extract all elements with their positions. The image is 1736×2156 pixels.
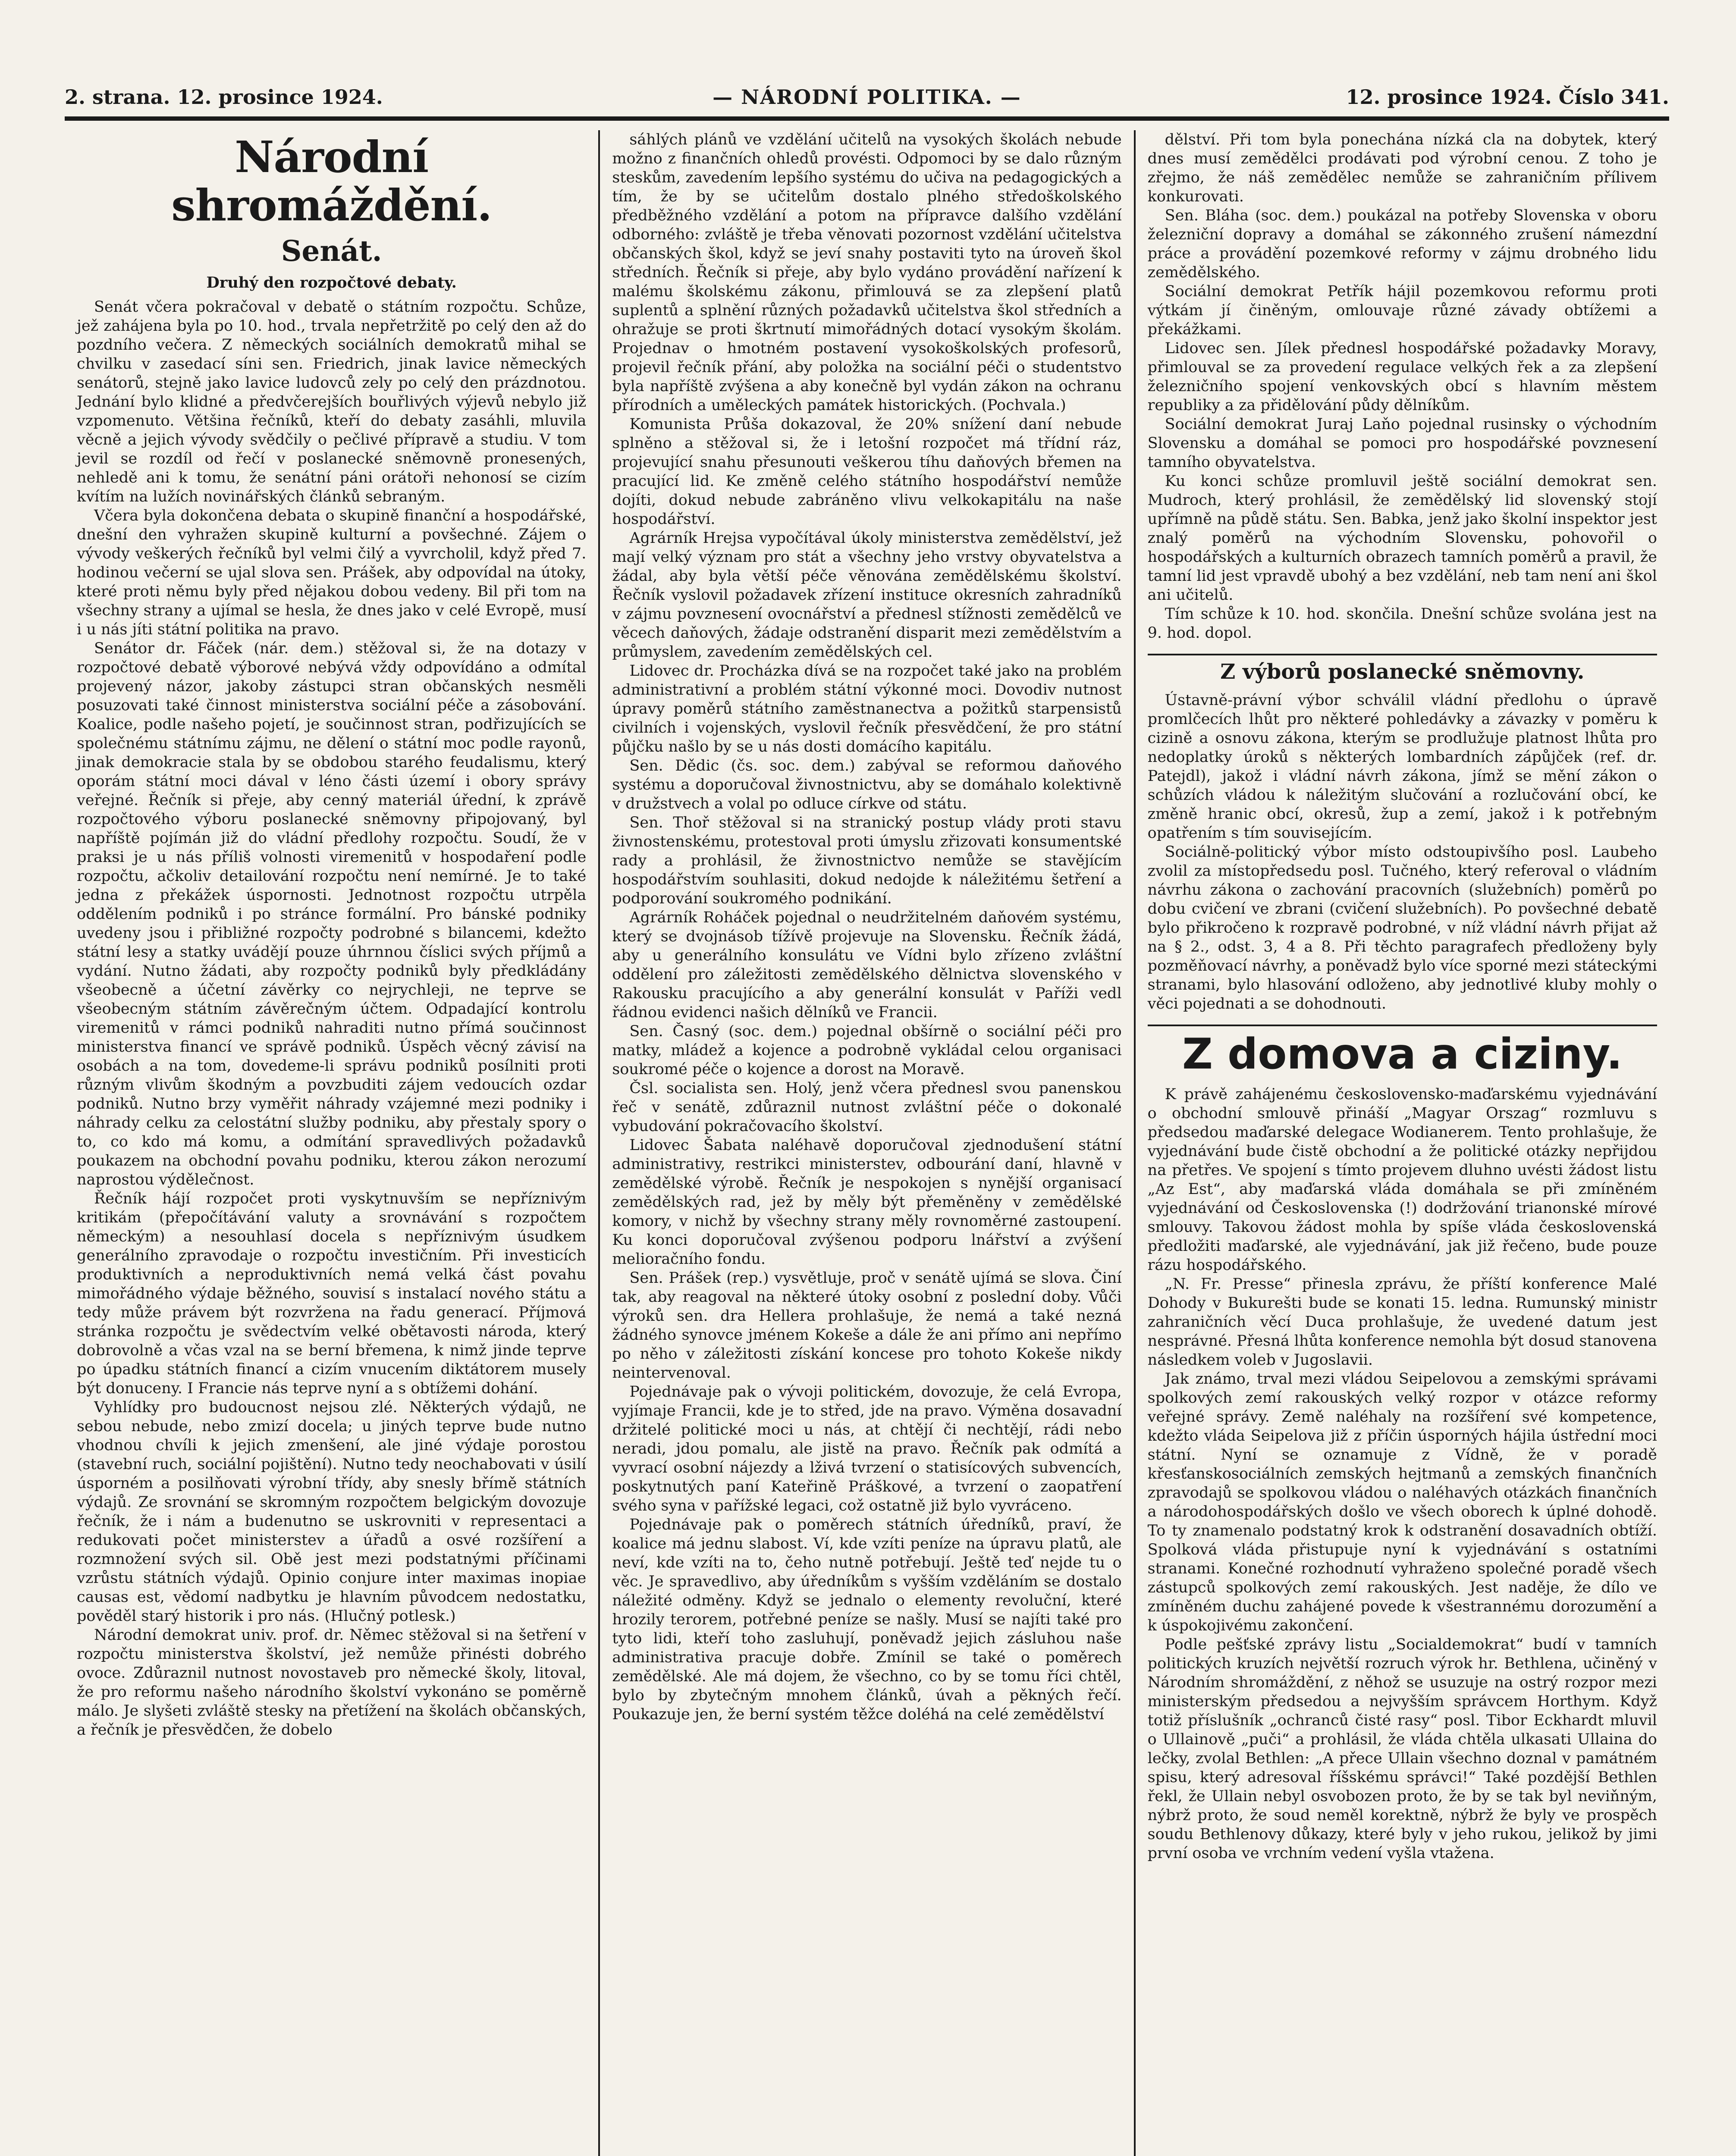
column-3: [1134, 130, 1669, 2156]
paragraph: Jak známo, trval mezi vládou Seipelovou a zemskými správami spolkových zemí rakouských velký rozpor v otázce reformy veřejné správy. Země naléhaly na rozšíření své kompetence, kdežto vláda Seipelova již z příčin úsporných hájila ústřední moci státní. Nyní se oznamuje z Vídně, že v poradě křesťanskosociálních zemských hejtmanů a zemských finančních zpravodajů se spolkovou vládou o naléhavých otázkách finančních a národohospodářských došlo ve všech oborech k úplné dohodě. To ty znamenalo podstatný krok k odstranění dosavadních obtíží. Spolková vláda přistupuje nyní k vyjednávání s ostatními stranami. Konečné rozhodnutí vyhraženo společné poradě všech zástupců spolkových zemí rakouských. Jest naděje, že dílo ve zmíněném duchu zahájené povede k všestrannému dorozumění a k úspokojivému zakončení.: [1147, 1370, 1657, 1634]
paragraph: Ústavně-právní výbor schválil vládní předlohu o úpravě promlčecích lhůt pro některé pohledávky a závazky v poměru k cizině a osnovu zákona, kterým se prodlužuje platnost lhůta pro nedoplatky úroků s některých lombardních zápůjček (ref. dr. Patejdl), jakož i vládní návrh zákona, jímž se mění zákon o schůzích vládou k náležitým slučování a rozlučování obcí, ke změně hranic obcí, okresů, žup a zemí, jakož i k potřebným opatřením s tím souvisejícím.: [1147, 692, 1657, 842]
paragraph: Lidovec dr. Procházka dívá se na rozpočet také jako na problém administrativní a problém státní výkonné moci. Dovodiv nutnost úpravy poměrů státního zaměstnanectva a požitků starpensistů civilních i vojenských, vyslovil řečník přesvědčení, že pro státní půjčku našlo by se u nás dosti domácího kapitálu.: [612, 662, 1122, 755]
paragraph: Tím schůze k 10. hod. skončila. Dnešní schůze svolána jest na 9. hod. dopol.: [1147, 605, 1657, 642]
paragraph: Pojednávaje pak o vývoji politickém, dovozuje, že celá Evropa, vyjímaje Francii, kde je to střed, jde na pravo. Výměna dosavadní držitelé politické moci u nás, at chtějí či nechtějí, rádi nebo neradi, jdou pomalu, ale jistě na pravo. Řečník pak odmítá a vyvrací osobní nájezdy a lživá tvrzení o statisícových subvencích, poskytnutých paní Kateřině Práškové, a tvrzení o zaopatření svého syna v pařížské legaci, což ostatně již bylo vyvráceno.: [612, 1383, 1122, 1514]
paragraph: Národní demokrat univ. prof. dr. Němec stěžoval si na šetření v rozpočtu ministerstva školství, jež nemůže přinésti dobrého ovoce. Zdůraznil nutnost novostaveb pro německé školy, litoval, že pro reformu našeho národního školství vykonáno se poměrně málo. Je slyšeti zvláště stesky na přetížení na školách občanských, a řečník je přesvědčen, že dobelo: [77, 1626, 587, 1739]
paragraph: dělství. Při tom byla ponechána nízká cla na dobytek, který dnes musí zemědělci prodávati pod výrobní cenou. Z toho je zřejmo, že náš zemědělec nemůže se zahraničním přílivem konkurovati.: [1147, 131, 1657, 205]
paragraph: Lidovec Šabata naléhavě doporučoval zjednodušení státní administrativy, restrikci ministerstev, odbourání daní, hlavně v zemědělské výrobě. Řečník je nespokojen s nynější organisací zemědělských rad, jež by měly být přeměněny v zemědělské komory, v nichž by všechny strany měly rovnoměrné zastoupení. Ku konci doporučoval zvýšenou podporu lnářství a zvýšení melioračního fondu.: [612, 1137, 1122, 1268]
paragraph: Sen. Časný (soc. dem.) pojednal obšírně o sociální péči pro matky, mládež a kojence a podrobně vykládal celou organisaci soukromé péče o kojence a dorost na Moravě.: [612, 1023, 1122, 1078]
paragraph: Senátor dr. Fáček (nár. dem.) stěžoval si, že na dotazy v rozpočtové debatě výborové nebývá vždy odpovídáno a odmítal projevený názor, jakoby zástupci stran občanských nesměli posuzovati také činnost ministerstva sociální péče a zásobování. Koalice, podle našeho pojetí, je součinnost stran, podřizujících se společnému státnímu zájmu, ne dělení o státní moc podle rayonů, jinak demokracie stala by se obdobou starého feudalismu, který oporám státní moci dával v léno části území i obory správy veřejné. Řečník si přeje, aby cenný materiál úřední, k zprávě rozpočtového výboru poslanecké sněmovny připojovaný, byl napříště pojímán již do vládní předlohy rozpočtu. Soudí, že v praksi je u nás příliš volnosti viremenitů v hospodaření podle rozpočtu, ačkoliv detailování rozpočtu není nemírné. Je to také jedna z překážek úspornosti. Jednotnost rozpočtu utrpěla oddělením podniků i po stránce formální. Pro bánské podniky uvedeny jsou i přibližné rozpočty podrobné s bilancemi, kdežto státní lesy a statky uvádějí pouze úhrnnou číslici svých příjmů a vydání. Nutno žádati, aby rozpočty podniků byly předkládány všeobecně a účetní závěrky co nejrychleji, ne teprve se všeobecným státním závěrečným účtem. Odpadající kontrolu viremenitů v rámci podniků nahraditi nutno přímá součinnost ministerstva financí ve správě podniků. Úspěch věcný závisí na osobách a na tom, dovedeme-li správu podniků posílniti proti různým vlivům škodným a povzbuditi zájem vedoucích ozdar podniků. Nutno brzy vyměřit náhrady vzájemné mezi podniky i náhrady celku za celostátní služby podniku, aby přestaly spory o to, co kdo má komu, a odmítání spravedlivých požadavků poukazem na obchodní povahu podniku, kterou zákon nerozumí naprostou výdělečnost.: [77, 640, 587, 1188]
column-1-body: [77, 298, 586, 1739]
section-title-committees: Z výborů poslanecké sněmovny.: [1148, 654, 1657, 684]
column-2: [598, 130, 1133, 2156]
header-rule: [65, 116, 1669, 121]
paragraph: Sen. Bláha (soc. dem.) poukázal na potřeby Slovenska v oboru železniční dopravy a domáhal se zákonného zrušení námezdní práce a provádění pozemkové reformy v zájmu drobného lidu zemědělského.: [1147, 207, 1657, 281]
article-columns: [65, 130, 1669, 2156]
masthead-title: — NÁRODNÍ POLITIKA. —: [713, 85, 1021, 109]
paragraph: Řečník hájí rozpočet proti vyskytnuvším se nepříznivým kritikám (přepočítávání valuty a srovnávání s rozpočtem německým) a nesouhlasí docela s nepříznivým úsudkem generálního zpravodaje o rozpočtu investičním. Při investicích produktivních a neproduktivních nemá velká část povahu mimořádného výdaje běžného, souvisí s instalací nového státu a tedy může právem být rozvržena na řadu generací. Příjmová stránka rozpočtu je svědectvím velké obětavosti národa, který dobrovolně a včas vzal na se berní břemena, k nimž jinde teprve po úpadku státních financí a cizím vnucením diktátorem musely být donuceny. I Francie nás teprve nyní a s obtížemi dohání.: [77, 1190, 587, 1397]
paragraph: Sociální demokrat Petřík hájil pozemkovou reformu proti výtkám jí činěným, omlouvaje různé závady obtížemi a překážkami.: [1147, 283, 1657, 338]
main-headline: Národní shromáždění.: [171, 132, 492, 231]
paragraph: Agrárník Hrejsa vypočítával úkoly ministerstva zemědělství, jež mají velký význam pro stát a všechny jeho vrstvy obyvatelstva a žádal, aby byla větší péče věnována zemědělskému školství. Řečník vyslovil požadavek zřízení instituce okresních zahradníků v zájmu povznesení ovocnářství a přednesl stížnosti zemědělců ve věcech daňových, žádaje odstranění disparit mezi zemědělstvím a průmyslem, zavedením zemědělských cel.: [612, 530, 1122, 661]
newspaper-page: [65, 65, 1669, 2156]
page-header: [65, 65, 1669, 116]
paragraph: Pojednávaje pak o poměrech státních úředníků, praví, že koalice má jednu slabost. Ví, kde vzíti peníze na úpravu platů, ale neví, kde vzíti na to, čeho nutně potřebují. Ještě teď nejde tu o věc. Je spravedlivo, aby úředníkům s vyšším vzděláním se dostalo náležité odměny. Když se jednalo o elementy revoluční, které hrozily terorem, potřebné peníze se našly. Musí se najíti také pro tyto lidi, kteří toho zasluhují, poněvadž jejich zásluhou naše administrativa pracuje dobře. Zmínil se také o poměrech zemědělské. Ale má dojem, že všechno, co by se tomu říci chtěl, bylo by zbytečným mnohem článků, úvah a pěkných řečí. Poukazuje jen, že berní systém těžce doléhá na celé zemědělství: [612, 1516, 1122, 1723]
paragraph: Sen. Thoř stěžoval si na stranický postup vlády proti stavu živnostenskému, protestoval proti úmyslu zřizovati konsumentské rady a prohlásil, že živnostnictvo nemůže se stavějícím hospodářstvím souhlasiti, dokud nedojde k náležitému šetření a podporování soukromého podnikání.: [612, 814, 1122, 907]
paragraph: Ku konci schůze promluvil ještě sociální demokrat sen. Mudroch, který prohlásil, že zemědělský lid slovenský stojí upřímně na půdě státu. Sen. Babka, jenž jako školní inspektor jest znalý poměrů na východním Slovensku, pohovořil o hospodářských a kulturních obrazech tamních poměrů a pravil, že tamní lid jest vpravdě ubohý a bez vzdělání, neb tam není ani škol ani učitelů.: [1147, 473, 1657, 604]
header-date-left: 2. strana. 12. prosince 1924.: [65, 85, 383, 109]
paragraph: sáhlých plánů ve vzdělání učitelů na vysokých školách nebude možno z finančních ohledů provésti. Odpomoci by se dalo různým steskům, zavedením lepšího systému do učiva na pedagogických a tím, že by se učitelům dostalo plného středoškolského předběžného vzdělání a potom na přípravce dalšího vzdělání odborného: zvláště je třeba věnovati pozornost vzdělání učitelstva občanských škol, když se jeví snahy postaviti tyto na úroveň škol středních. Řečník si přeje, aby bylo vydáno provádění nařízení k malému školskému zákonu, přimlouvá se za zlepšení platů suplentů a splnění různých požadavků učitelstva škol středních a ohražuje se proti škrtnutí mimořádných dotací vysokým školám. Projednav o hmotném postavení vysokoškolských profesorů, projevil řečník přání, aby položka na sociální péči o studentstvo byla napříště zvýšena a aby konečně byl vydán zákon na ochranu přírodních a uměleckých památek historických. (Pochvala.): [612, 131, 1122, 414]
paragraph: Agrárník Roháček pojednal o neudržitelném daňovém systému, který se dvojnásob tížívě projevuje na Slovensku. Řečník žádá, aby u generálního konsulátu ve Vídni bylo zřízeno zvláštní oddělení pro záležitosti zemědělského dělnictva slovenského v Rakousku pracujícího a aby generální konsulát v Paříži vedl řádnou evidenci našich dělníků ve Francii.: [612, 909, 1122, 1021]
paragraph: Čsl. socialista sen. Holý, jenž včera přednesl svou panenskou řeč v senátě, zdůraznil nutnost zvláštní péče o dokonalé vybudování pokračovacího školství.: [612, 1080, 1122, 1135]
paragraph: K právě zahájenému československo-maďarskému vyjednávání o obchodní smlouvě přináší „Magyar Orszag“ rozmluvu s předsedou maďarské delegace Wodianerem. Tento prohlašuje, že vyjednávání bude čistě obchodní a že politické otázky nepřijdou na přetřes. Ve spojení s tímto projevem dluhno uvésti žádost listu „Az Est“, aby maďarská vláda domáhala se při zmíněném vyjednávání od Československa (!) dodržování trianonské mírové smlouvy. Takovou žádost mohla by spíše vláda československá předložiti maďarské, ale vyjednávání, jak již řečeno, bude pouze rázu hospodářského.: [1147, 1086, 1657, 1274]
paragraph: Sen. Dědic (čs. soc. dem.) zabýval se reformou daňového systému a doporučoval živnostnictvu, aby se domáhalo kolektivně v družstvech a volal po odluce církve od státu.: [612, 757, 1122, 812]
paragraph: Senát včera pokračoval v debatě o státním rozpočtu. Schůze, jež zahájena byla po 10. hod., trvala nepřetržitě po celý den až do pozdního večera. Z německých sociálních demokratů mihal se chvilku v zasedací síni sen. Friedrich, jinak lavice německých senátorů, stejně jako lavice ludovců zely po celý den prázdnotou. Jednání bylo klidné a předvčerejších bouřlivých výjevů nebylo již vzpomenuto. Většina řečníků, kteří do debaty zasáhli, mluvila věcně a jejich vývody svědčily o pečlivé přípravě a studiu. V tom jevil se rozdíl od řečí v poslanecké sněmovně pronesených, nehledě ani k tomu, že senátní páni orátoři nehonosí se cizím kvítím na lužích novinářských článků sebraným.: [77, 298, 587, 505]
section-title-home-abroad: Z domova a ciziny.: [1148, 1025, 1657, 1078]
section-title-senate: Senát.: [281, 234, 382, 268]
paragraph: Sociální demokrat Juraj Laňo pojednal rusinsky o východním Slovensku a domáhal se pomoci pro hospodářské povznesení tamního obyvatelstva.: [1147, 416, 1657, 471]
paragraph: Sociálně-politický výbor místo odstoupivšího posl. Laubeho zvolil za místopředsedu posl. Tučného, který referoval o vládním návrhu zákona o zachování pracovních (služebních) poměrů po dobu cvičení ve zbrani (cvičení služebních). Po povšechné debatě bylo přikročeno k rozpravě podrobné, v níž vládní návrh přijat až na § 2., odst. 3, 4 a 8. Při těchto paragrafech předloženy byly pozměňovací návrhy, a poněvadž bylo více sporné mezi státeckými stranami, bylo hlasování odloženo, aby jednotlivé kluby mohly o věci pojednati a se dohodnouti.: [1147, 843, 1657, 1012]
paragraph: Lidovec sen. Jílek přednesl hospodářské požadavky Moravy, přimlouval se za provedení regulace velkých řek a za zlepšení železničního spojení venkovských obcí s hlavním městem republiky a za přidělování půdy dělníkům.: [1147, 340, 1657, 414]
paragraph: Vyhlídky pro budoucnost nejsou zlé. Některých výdajů, ne sebou nebude, nebo zmizí docela; u jiných teprve bude nutno vhodnou chvíli k jejich zmenšení, ale jiné výdaje porostou (stavební ruch, sociální pojištění). Nutno tedy neochabovati v úsilí úsporném a posilňovati výrobní třídy, aby snesly břímě státních výdajů. Ze srovnání se skromným rozpočtem belgickým dovozuje řečník, že i nám a budenutno se uskrovniti v representaci a redukovati počet ministerstev a úřadů a osvé rozšíření a rozmnožení svých sil. Obě jest mezi podstatnými příčinami vzrůstu státních výdajů. Opinio conjure inter maximas inopiae causas est, vědomí nadbytku je hlavním původcem nedostatku, pověděl starý historik i pro nás. (Hlučný potlesk.): [77, 1399, 587, 1625]
paragraph: „N. Fr. Presse“ přinesla zprávu, že příští konference Malé Dohody v Bukurešti bude se konati 15. ledna. Rumunský ministr zahraničních věcí Duca prohlašuje, že uvedené datum jest nesprávné. Přesná lhůta konference nemohla být dosud stanovena následkem voleb v Jugoslavii.: [1147, 1275, 1657, 1369]
paragraph: Včera byla dokončena debata o skupině finanční a hospodářské, dnešní den vyhražen skupině kulturní a povšechné. Zájem o vývody veškerých řečníků byl velmi čilý a vyvrcholil, když před 7. hodinou večerní se ujal slova sen. Prášek, aby odpovídal na útoky, které proti němu byly před nějakou dobou vedeny. Bil při tom na všechny strany a ujímal se hesla, že dnes jako v celé Evropě, musí i u nás jíti státní politika na pravo.: [77, 507, 587, 638]
article-subtitle: Druhý den rozpočtové debaty.: [206, 274, 457, 291]
paragraph: Podle pešťské zprávy listu „Socialdemokrat“ budí v tamních politických kruzích největší rozruch výrok hr. Bethlena, učiněný v Národním shromáždění, z něhož se usuzuje na ostrý rozpor mezi ministerským předsedou a nejvyšším správcem Horthym. Když totiž příslušník „ochranců čisté rasy“ posl. Tibor Eckhardt mluvil o Ullainově „puči“ a prohlásil, že vláda chtěla ulkasati Ullaina do lečky, zvolal Bethlen: „A přece Ullain všechno doznal v památném spisu, který adresoval říšskému správci!“ Také pozdější Bethlen řekl, že Ullain nebyl osvobozen proto, že by se tak byl neviňným, nýbrž proto, že soud neměl korektně, nýbrž že byly ve prospěch soudu Bethlenovy důkazy, které byly v jeho rukou, jelikož by jimi první osoba ve vrchním vedení vyšla vtažena.: [1147, 1636, 1657, 1862]
paragraph: Sen. Prášek (rep.) vysvětluje, proč v senátě ujímá se slova. Činí tak, aby reagoval na některé útoky osobní z poslední doby. Vůči výroků sen. dra Hellera prohlašuje, že nemá a také nezná žádného synovce jménem Kokeše a dále že ani přímo ani nepřímo po něho v záležitosti získání koncese pro tohoto Kokeše nikdy neintervenoval.: [612, 1269, 1122, 1382]
header-issue-right: 12. prosince 1924. Číslo 341.: [1346, 85, 1669, 109]
paragraph: Komunista Průša dokazoval, že 20% snížení daní nebude splněno a stěžoval si, že i letošní rozpočet má třídní ráz, projevující snahu přesunouti veškerou tíhu daňových břemen na pracující lid. Ke změně celého státního hospodářství nemůže dojíti, dokud nebude zabráněno vlivu velkokapitálu na naše hospodářství.: [612, 416, 1122, 528]
column-1: [65, 130, 598, 2156]
